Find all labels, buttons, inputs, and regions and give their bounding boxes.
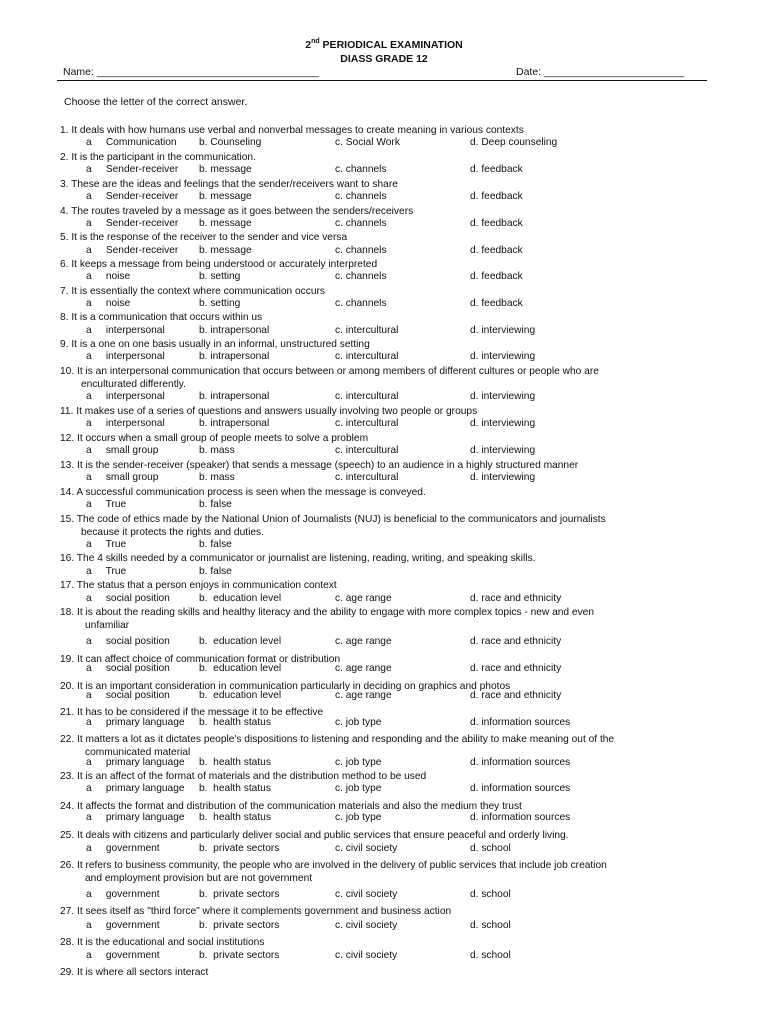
question-text-continued: because it protects the rights and duties. [81, 527, 264, 539]
question-15 [60, 513, 710, 540]
question-text: 13. It is the sender-receiver (speaker) that sends a message (speech) to an audience in a highly structured manner [60, 460, 579, 471]
answer-option-a: a social position [86, 663, 170, 674]
answer-option-b: b. intrapersonal [199, 391, 270, 402]
answer-option-c: c. job type [335, 757, 382, 768]
question-text: 9. It is a one on one basis usually in an informal, unstructured setting [60, 339, 370, 350]
answer-option-d: d. feedback [470, 164, 523, 175]
answer-option-d: d. Deep counseling [470, 137, 558, 148]
question-text: 10. It is an interpersonal communication that occurs between or among members of different cultures or people who are [60, 366, 599, 377]
question-text: 19. It can affect choice of communication format or distribution [60, 654, 341, 665]
name-field: Name: ______________________________________ [63, 66, 319, 78]
answer-option-c: c. age range [335, 593, 392, 604]
question-text: 14. A successful communication process is seen when the message is conveyed. [60, 487, 426, 498]
answer-option-b: b. health status [199, 812, 271, 823]
question-text-continued: enculturated differently. [81, 379, 186, 391]
answer-option-a: a True [86, 566, 127, 577]
answer-option-c: c. job type [335, 783, 382, 794]
question-text: 8. It is a communication that occurs within us [60, 312, 263, 323]
question-text: 5. It is the response of the receiver to the sender and vice versa [60, 232, 348, 243]
answer-option-c: c. channels [335, 245, 387, 256]
answer-option-b: b. private sectors [199, 889, 280, 900]
answer-option-c: c. intercultural [335, 391, 399, 402]
answer-option-b: b. message [199, 191, 252, 202]
answer-option-d: d. information sources [470, 812, 571, 823]
answer-option-d: d. race and ethnicity [470, 636, 562, 647]
answer-option-d: d. interviewing [470, 472, 536, 483]
answer-option-d: d. school [470, 889, 511, 900]
answer-option-d: d. interviewing [470, 418, 536, 429]
answer-option-d: d. race and ethnicity [470, 593, 562, 604]
question-27 [60, 905, 710, 918]
question-text: 16. The 4 skills needed by a communicator or journalist are listening, reading, writing, and speaking skills. [60, 553, 536, 564]
instructions: Choose the letter of the correct answer. [64, 96, 248, 108]
exam-title [0, 39, 768, 51]
question-22 [60, 733, 710, 760]
answer-option-c: c. job type [335, 812, 382, 823]
answer-option-d: d. information sources [470, 757, 571, 768]
answer-option-c: c. channels [335, 218, 387, 229]
answer-option-b: b. education level [199, 663, 282, 674]
answer-option-c: c. civil society [335, 920, 398, 931]
answer-option-a: a Sender-receiver [86, 164, 179, 175]
answer-option-d: d. race and ethnicity [470, 663, 562, 674]
question-28 [60, 936, 710, 949]
question-text: 23. It is an affect of the format of materials and the distribution method to be used [60, 771, 427, 782]
question-6 [60, 258, 710, 271]
answer-option-a: a social position [86, 690, 170, 701]
date-field: Date: ________________________ [516, 66, 685, 78]
answer-option-b: b. message [199, 218, 252, 229]
answer-option-a: a government [86, 889, 160, 900]
question-text: 20. It is an important consideration in communication particularly in deciding on graphics and photos [60, 681, 511, 692]
question-text: 27. It sees itself as "third force" where it complements government and business action [60, 906, 452, 917]
question-text: 12. It occurs when a small group of people meets to solve a problem [60, 433, 369, 444]
answer-option-a: a government [86, 843, 160, 854]
answer-option-b: b. education level [199, 636, 282, 647]
question-text: 26. It refers to business community, the people who are involved in the delivery of public services that include job creation [60, 860, 607, 871]
answer-option-b: b. setting [199, 271, 241, 282]
question-text: 4. The routes traveled by a message as it goes between the senders/receivers [60, 206, 414, 217]
answer-option-b: b. intrapersonal [199, 418, 270, 429]
question-text: 15. The code of ethics made by the National Union of Journalists (NUJ) is beneficial to the communicators and journalists [60, 514, 606, 525]
question-text-continued: communicated material [85, 747, 191, 759]
answer-option-b: b. mass [199, 445, 235, 456]
answer-option-b: b. private sectors [199, 843, 280, 854]
answer-option-a: a interpersonal [86, 325, 165, 336]
question-text: 17. The status that a person enjoys in communication context [60, 580, 337, 591]
answer-option-a: a primary language [86, 783, 185, 794]
answer-option-c: c. age range [335, 636, 392, 647]
answer-option-c: c. age range [335, 690, 392, 701]
question-text: 7. It is essentially the context where communication occurs [60, 286, 325, 297]
question-text: 29. It is where all sectors interact [60, 967, 209, 978]
question-29 [60, 966, 710, 979]
answer-option-a: a social position [86, 636, 170, 647]
answer-option-a: a government [86, 920, 160, 931]
answer-option-d: d. feedback [470, 298, 523, 309]
answer-option-a: a social position [86, 593, 170, 604]
answer-option-d: d. feedback [470, 218, 523, 229]
answer-option-b: b. health status [199, 757, 271, 768]
question-text: 28. It is the educational and social institutions [60, 937, 265, 948]
answer-option-d: d. information sources [470, 783, 571, 794]
answer-option-c: c. channels [335, 191, 387, 202]
answer-option-c: c. civil society [335, 843, 398, 854]
answer-option-b: b. education level [199, 690, 282, 701]
answer-option-c: c. intercultural [335, 325, 399, 336]
question-text: 3. These are the ideas and feelings that the sender/receivers want to share [60, 179, 398, 190]
answer-option-b: b. Counseling [199, 137, 262, 148]
answer-option-d: d. interviewing [470, 445, 536, 456]
answer-option-b: b. health status [199, 783, 271, 794]
answer-option-a: a primary language [86, 757, 185, 768]
question-7 [60, 285, 710, 298]
question-text-continued: and employment provision but are not government [85, 873, 313, 885]
answer-option-c: c. job type [335, 717, 382, 728]
answer-option-c: c. civil society [335, 889, 398, 900]
answer-option-a: a government [86, 950, 160, 961]
answer-option-a: a primary language [86, 812, 185, 823]
question-14 [60, 486, 710, 499]
question-text: 11. It makes use of a series of questions and answers usually involving two people or groups [60, 406, 478, 417]
question-8 [60, 311, 710, 324]
answer-option-c: c. Social Work [335, 137, 400, 148]
question-2 [60, 151, 710, 164]
question-text: 18. It is about the reading skills and healthy literacy and the ability to engage with more complex topics - new and even [60, 607, 595, 618]
question-16 [60, 552, 710, 565]
question-text: 6. It keeps a message from being understood or accurately interpreted [60, 259, 378, 270]
question-1 [60, 124, 710, 137]
answer-option-d: d. interviewing [470, 391, 536, 402]
answer-option-a: a primary language [86, 717, 185, 728]
answer-option-b: b. setting [199, 298, 241, 309]
question-text: 21. It has to be considered if the message it to be effective [60, 707, 324, 718]
question-text: 25. It deals with citizens and particularly deliver social and public services that ensure peaceful and orderly living. [60, 830, 569, 841]
answer-option-b: b. education level [199, 593, 282, 604]
question-text: 2. It is the participant in the communication. [60, 152, 256, 163]
question-text: 22. It matters a lot as it dictates people's dispositions to listening and responding and the ability to make meaning out of the [60, 734, 615, 745]
answer-option-a: a Sender-receiver [86, 218, 179, 229]
answer-option-d: d. feedback [470, 245, 523, 256]
answer-option-a: a Communication [86, 137, 177, 148]
question-11 [60, 405, 710, 418]
question-5 [60, 231, 710, 244]
question-17 [60, 579, 710, 592]
question-13 [60, 459, 710, 472]
answer-option-b: b. health status [199, 717, 271, 728]
answer-option-a: a interpersonal [86, 391, 165, 402]
answer-option-b: b. mass [199, 472, 235, 483]
answer-option-a: a True [86, 499, 127, 510]
answer-option-b: b. message [199, 245, 252, 256]
header-rule [57, 80, 707, 81]
answer-option-c: c. channels [335, 271, 387, 282]
answer-option-a: a interpersonal [86, 418, 165, 429]
question-text: 1. It deals with how humans use verbal and nonverbal messages to create meaning in various contexts [60, 125, 524, 136]
title-text: PERIODICAL EXAMINATION [319, 39, 463, 51]
answer-option-c: c. channels [335, 164, 387, 175]
answer-option-d: d. race and ethnicity [470, 690, 562, 701]
answer-option-d: d. feedback [470, 271, 523, 282]
question-18 [60, 606, 710, 633]
answer-option-a: a True [86, 539, 127, 550]
answer-option-b: b. private sectors [199, 920, 280, 931]
answer-option-a: a small group [86, 445, 159, 456]
answer-option-a: a Sender-receiver [86, 245, 179, 256]
answer-option-a: a small group [86, 472, 159, 483]
answer-option-c: c. age range [335, 663, 392, 674]
answer-option-a: a Sender-receiver [86, 191, 179, 202]
answer-option-a: a noise [86, 271, 131, 282]
question-text: 24. It affects the format and distribution of the communication materials and also the medium they trust [60, 801, 522, 812]
question-25 [60, 829, 710, 842]
question-3 [60, 178, 710, 191]
answer-option-d: d. school [470, 950, 511, 961]
answer-option-b: b. false [199, 539, 232, 550]
question-23 [60, 770, 710, 783]
answer-option-d: d. interviewing [470, 325, 536, 336]
title-superscript: nd [311, 38, 320, 45]
answer-option-c: c. intercultural [335, 351, 399, 362]
question-9 [60, 338, 710, 351]
answer-option-d: d. feedback [470, 191, 523, 202]
answer-option-a: a interpersonal [86, 351, 165, 362]
exam-subtitle: DIASS GRADE 12 [340, 53, 428, 65]
title-number: 2 [305, 39, 312, 51]
answer-option-b: b. private sectors [199, 950, 280, 961]
answer-option-c: c. intercultural [335, 445, 399, 456]
answer-option-a: a noise [86, 298, 131, 309]
question-26 [60, 859, 710, 886]
answer-option-d: d. information sources [470, 717, 571, 728]
question-12 [60, 432, 710, 445]
answer-option-d: d. school [470, 920, 511, 931]
answer-option-b: b. message [199, 164, 252, 175]
answer-option-c: c. intercultural [335, 472, 399, 483]
answer-option-b: b. false [199, 566, 232, 577]
answer-option-b: b. intrapersonal [199, 351, 270, 362]
answer-option-d: d. school [470, 843, 511, 854]
question-text-continued: unfamiliar [85, 620, 130, 632]
question-10 [60, 365, 710, 392]
answer-option-d: d. interviewing [470, 351, 536, 362]
answer-option-c: c. civil society [335, 950, 398, 961]
answer-option-b: b. false [199, 499, 232, 510]
answer-option-b: b. intrapersonal [199, 325, 270, 336]
answer-option-c: c. intercultural [335, 418, 399, 429]
question-4 [60, 205, 710, 218]
answer-option-c: c. channels [335, 298, 387, 309]
